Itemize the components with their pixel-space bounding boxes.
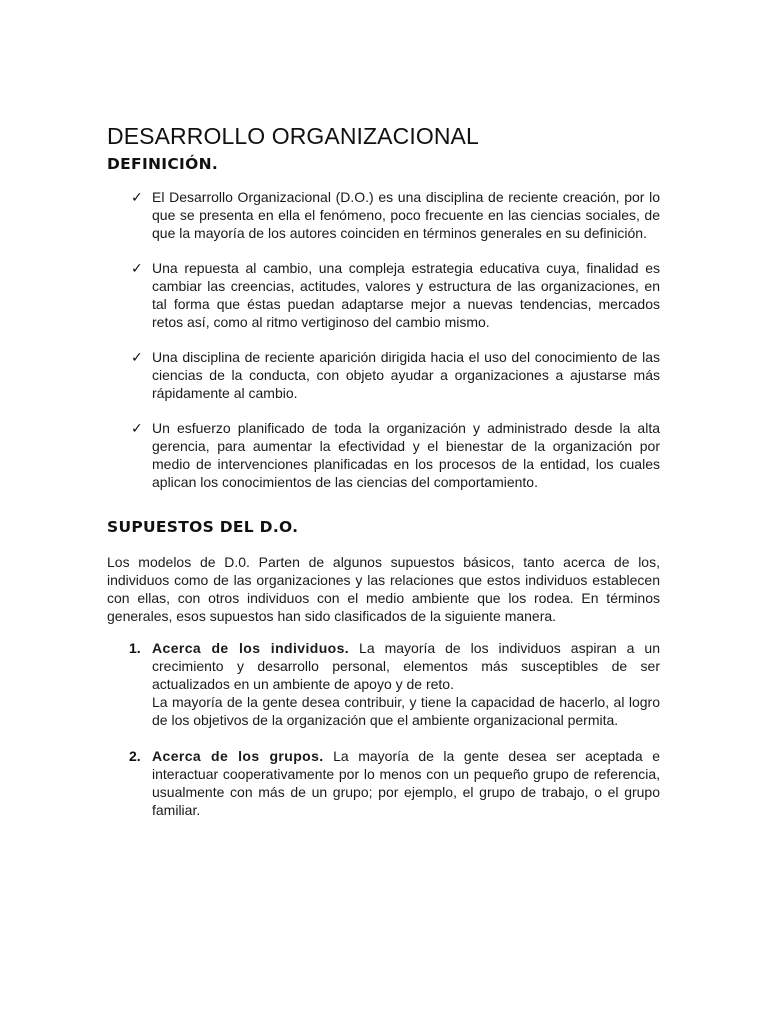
assumptions-intro: Los modelos de D.0. Parten de algunos supuestos básicos, tanto acerca de los, individuos como de las organizaciones y las relaciones que estos individuos establecen con ellas, con otros individuos con el medio ambiente que los rodea. En términos generales, esos supuestos han sido clasificados de la siguiente manera. (107, 554, 660, 624)
list-number: 2. (129, 748, 141, 764)
assumption-lead: Acerca de los individuos. (152, 640, 350, 656)
checkmark-icon: ✓ (131, 189, 143, 205)
definition-text: Una repuesta al cambio, una compleja estrategia educativa cuya, finalidad es cambiar las creencias, actitudes, valores y estructura de las organizaciones, en tal forma que éstas puedan adaptarse mejor a nuevas tendencias, mercados retos así, como al ritmo vertiginoso del cambio mismo. (152, 260, 660, 330)
assumptions-heading: SUPUESTOS DEL D.O. (107, 518, 299, 536)
definition-list (107, 188, 660, 491)
checkmark-icon: ✓ (131, 420, 143, 436)
definition-item (107, 259, 660, 331)
definition-item (107, 419, 660, 491)
assumption-body: La mayoría de los individuos aspiran a un crecimiento y desarrollo personal, elementos más susceptibles de ser actualizados en un ambiente de apoyo y de reto. (152, 640, 660, 692)
definition-text: Un esfuerzo planificado de toda la organización y administrado desde la alta gerencia, para aumentar la efectividad y el bienestar de la organización por medio de intervenciones planificadas en los procesos de la entidad, los cuales aplican los conocimientos de las ciencias del comportamiento. (152, 420, 660, 490)
definition-item (107, 348, 660, 402)
assumption-text (152, 639, 660, 693)
document-title: DESARROLLO ORGANIZACIONAL (107, 123, 479, 149)
definition-item (107, 188, 660, 242)
checkmark-icon: ✓ (131, 260, 143, 276)
assumption-text (152, 747, 660, 819)
definition-text: El Desarrollo Organizacional (D.O.) es una disciplina de reciente creación, por lo que se presenta en ella el fenómeno, poco frecuente en las ciencias sociales, de que la mayoría de los autores coinciden en términos generales en su definición. (152, 189, 660, 241)
assumption-item (107, 639, 660, 729)
document-body (107, 120, 660, 837)
assumptions-list (107, 639, 660, 819)
checkmark-icon: ✓ (131, 349, 143, 365)
assumption-body: La mayoría de la gente desea ser aceptada e interactuar cooperativamente por lo menos con un pequeño grupo de referencia, usualmente con más de un grupo; por ejemplo, el grupo de trabajo, o el grupo familiar. (152, 748, 660, 818)
definition-text: Una disciplina de reciente aparición dirigida hacia el uso del conocimiento de las ciencias de la conducta, con objeto ayudar a organizaciones a ajustarse más rápidamente al cambio. (152, 349, 660, 401)
list-number: 1. (129, 640, 141, 656)
definition-heading: DEFINICIÓN. (107, 155, 219, 173)
assumption-extra: La mayoría de la gente desea contribuir, y tiene la capacidad de hacerlo, al logro de los objetivos de la organización que el ambiente organizacional permita. (152, 694, 660, 728)
assumption-item (107, 747, 660, 819)
assumption-lead: Acerca de los grupos. (152, 748, 324, 764)
